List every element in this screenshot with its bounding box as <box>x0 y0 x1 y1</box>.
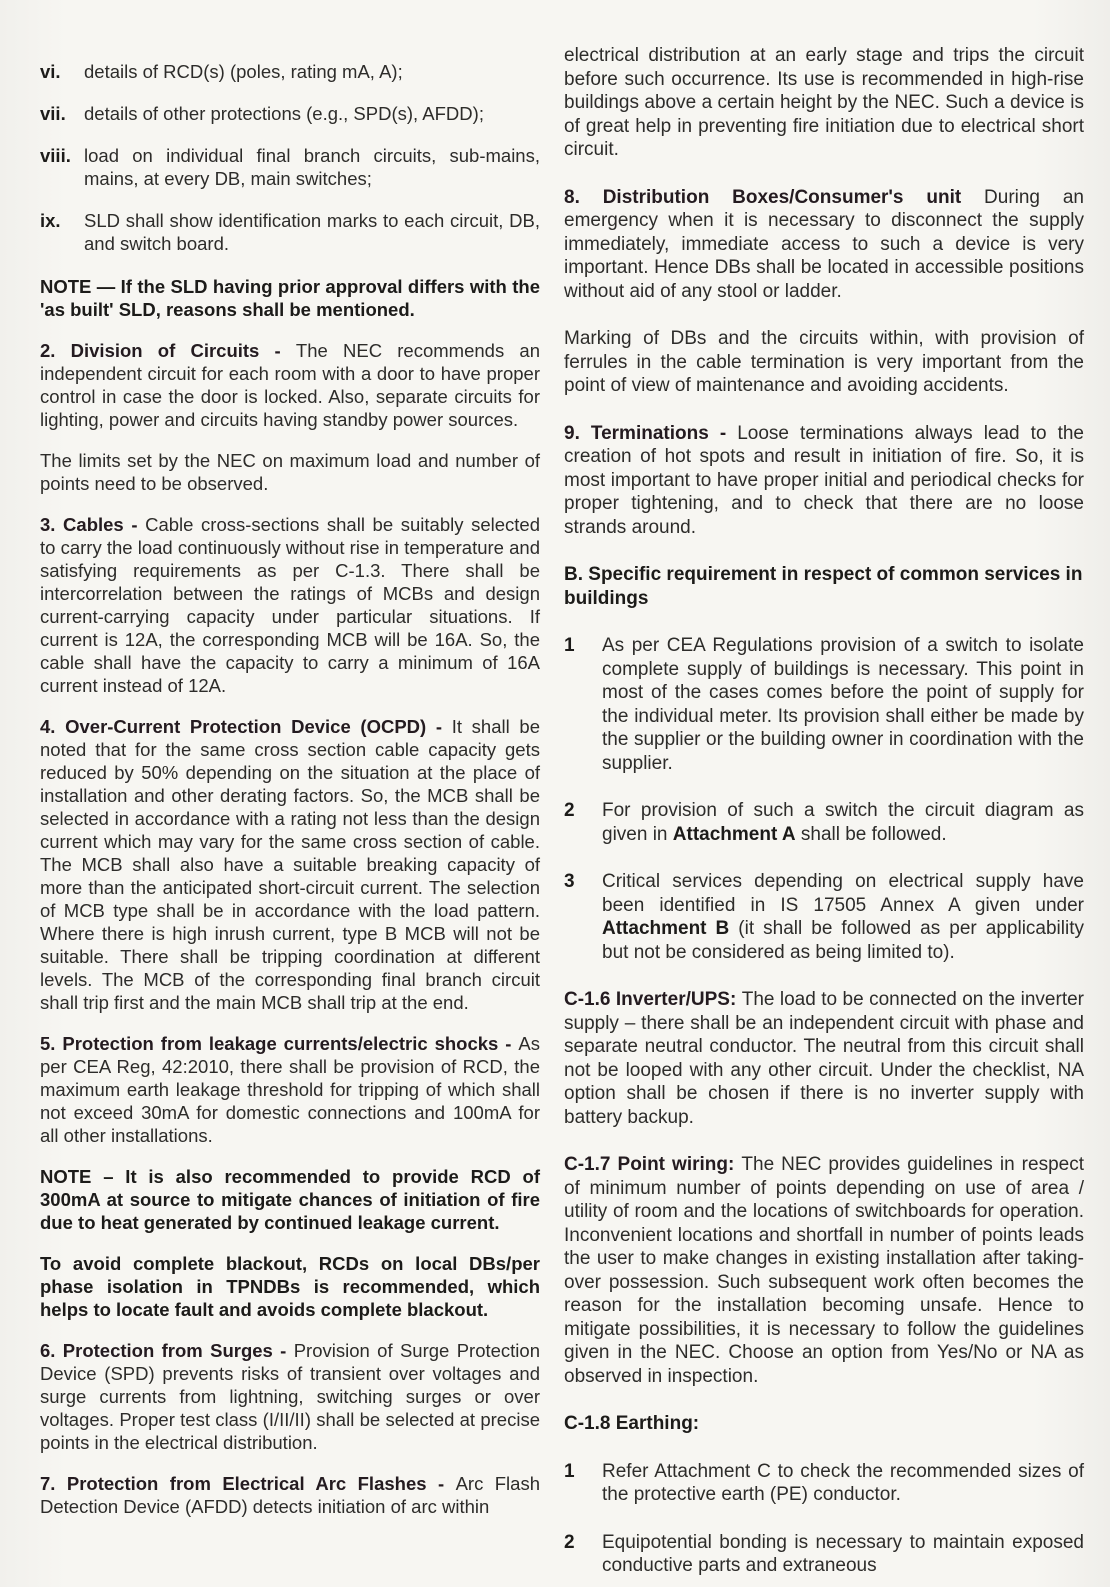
section-c16-inverter-ups <box>564 988 1084 1129</box>
section-body: Cable cross-sections shall be suitably selected to carry the load continuously without rise in temperature and satisfying requirements as per C-1.3. There shall be intercorrelation between the ratings of MCBs and design current-carrying capacity under particular situations. If current is 12A, the corresponding MCB will be 16A. So, the cable shall have the capacity to carry a minimum of 16A current instead of 12A. <box>40 514 540 696</box>
roman-list <box>40 60 540 255</box>
paragraph-arc-continuation: electrical distribution at an early stage and trips the circuit before such occurrence. Its use is recommended in high-rise buildings above a certain height by the NEC. Such a device is of great help in preventing fire initiation due to electrical short circuit. <box>564 45 1084 160</box>
section-body: During an emergency when it is necessary to disconnect the supply immediately, immediate access to such a device is very important. Hence DBs shall be located in accessible positions without aid of any stool or ladder. <box>564 186 1084 302</box>
text-segment: shall be followed. <box>795 823 947 845</box>
section-heading: 5. Protection from leakage currents/electric shocks - <box>40 1033 519 1054</box>
section-heading: 3. Cables - <box>40 514 146 535</box>
list-item <box>564 1531 1084 1578</box>
section-4-ocpd <box>40 715 540 1014</box>
section-body: Arc Flash Detection Device (AFDD) detects initiation of arc within <box>40 1473 540 1517</box>
section-9-terminations <box>564 422 1084 540</box>
section-heading: 2. Division of Circuits - <box>40 340 296 361</box>
list-item-number: viii. <box>40 145 71 166</box>
text-segment: Refer Attachment C to check the recommended sizes of the protective earth (PE) conductor. <box>602 1460 1084 1505</box>
section-body: As per CEA Reg, 42:2010, there shall be provision of RCD, the maximum earth leakage threshold for tripping of which shall not exceed 30mA for domestic connections and 100mA for all other installations. <box>40 1033 540 1146</box>
text-segment: Attachment A <box>672 823 796 845</box>
paragraph-marking-dbs: Marking of DBs and the circuits within, with provision of ferrules in the cable termination is very important from the point of view of maintenance and avoiding accidents. <box>564 328 1084 396</box>
text-segment: As per CEA Regulations provision of a switch to isolate complete supply of buildings is necessary. This point in most of the cases comes before the point of supply for the individual meter. Its provision shall either be made by the supplier or the building owner in coordination with the supplier. <box>602 635 1084 774</box>
list-item <box>564 870 1084 964</box>
list-item-number: 3 <box>564 871 575 892</box>
list-item-text: SLD shall show identification marks to each circuit, DB, and switch board. <box>84 210 540 254</box>
paragraph-limits: The limits set by the NEC on maximum load and number of points need to be observed. <box>40 450 540 494</box>
list-item-text <box>602 1460 1084 1507</box>
text-segment: For provision of such a switch the circuit diagram as given in <box>602 800 1084 845</box>
list-item-text <box>602 799 1084 846</box>
list-item-number: 1 <box>564 1460 575 1482</box>
list-item-number: 2 <box>564 1531 575 1553</box>
section-c17-point-wiring <box>564 1153 1084 1388</box>
list-item-text: details of RCD(s) (poles, rating mA, A); <box>84 61 403 82</box>
list-item <box>564 634 1084 775</box>
section-6-surges <box>40 1339 540 1454</box>
list-item <box>40 60 540 83</box>
section-7-arc-flashes <box>40 1472 540 1518</box>
numbered-list-c <box>564 1460 1084 1578</box>
section-body: The NEC provides guidelines in respect of minimum number of points depending on use of area / utility of room and the locations of switchboards for operation. Inconvenient locations and shortfall in number of points leads the user to make changes in existing installation after taking-over possession. Such subsequent work often becomes the reason for the installation becoming unsafe. Hence to mitigate possibilities, it is necessary to follow the guidelines given in the NEC. Choose an option from Yes/No or NA as observed in inspection. <box>564 1154 1084 1387</box>
note-blackout: To avoid complete blackout, RCDs on local DBs/per phase isolation in TPNDBs is recommended, which helps to locate fault and avoids complete blackout. <box>40 1253 540 1320</box>
left-column <box>40 44 540 1587</box>
section-heading: 4. Over-Current Protection Device (OCPD) - <box>40 716 452 737</box>
list-item <box>40 102 540 125</box>
section-heading: 6. Protection from Surges - <box>40 1340 294 1361</box>
section-body: Loose terminations always lead to the creation of hot spots and result in initiation of fire. So, it is most important to have proper initial and periodical checks for proper tightening, and to check that there are no loose strands around. <box>564 422 1084 538</box>
section-3-cables <box>40 513 540 697</box>
list-item-text <box>602 1531 1084 1578</box>
numbered-list-b <box>564 634 1084 964</box>
section-5-leakage <box>40 1032 540 1147</box>
list-item-text <box>602 870 1084 964</box>
list-item-number: 1 <box>564 635 575 656</box>
list-item-number: 2 <box>564 800 575 821</box>
list-item-text <box>602 634 1084 775</box>
heading-b-specific-requirement: B. Specific requirement in respect of common services in buildings <box>564 564 1083 609</box>
section-heading: 9. Terminations - <box>564 422 738 444</box>
text-segment: Attachment B <box>602 918 730 939</box>
list-item <box>40 144 540 190</box>
note-sld: NOTE — If the SLD having prior approval differs with the 'as built' SLD, reasons shall be mentioned. <box>40 276 540 320</box>
right-column <box>564 44 1084 1587</box>
text-segment: Critical services depending on electrical supply have been identified in IS 17505 Annex A given under <box>602 871 1084 916</box>
two-column-layout <box>40 44 1084 1587</box>
text-segment: (it shall be followed as per applicability but not be considered as being limited to). <box>602 918 1084 963</box>
text-segment: Equipotential bonding is necessary to maintain exposed conductive parts and extraneous <box>602 1531 1084 1576</box>
section-2-division-of-circuits <box>40 339 540 431</box>
list-item-text: load on individual final branch circuits, sub-mains, mains, at every DB, main switches; <box>84 145 540 189</box>
section-body: It shall be noted that for the same cross section cable capacity gets reduced by 50% depending on the situation at the place of installation and other derating factors. So, the MCB shall be selected in accordance with a rating not less than the design current which may vary for the same cross section of cable. The MCB shall also have a suitable breaking capacity of more than the anticipated short-circuit current. The selection of MCB type shall be in accordance with the load pattern. Where there is high inrush current, type B MCB will not be suitable. There shall be tripping coordination at different levels. The MCB of the corresponding final branch circuit shall trip first and the main MCB shall trip at the end. <box>40 716 540 1013</box>
section-heading: C-1.6 Inverter/UPS: <box>564 989 742 1010</box>
list-item-text: details of other protections (e.g., SPD(s), AFDD); <box>84 103 484 124</box>
list-item-number: vi. <box>40 61 61 82</box>
note-rcd-300ma: NOTE – It is also recommended to provide RCD of 300mA at source to mitigate chances of initiation of fire due to heat generated by continued leakage current. <box>40 1166 540 1233</box>
list-item <box>40 209 540 255</box>
section-body: The NEC recommends an independent circuit for each room with a door to have proper control in case the door is locked. Also, separate circuits for lighting, power and circuits having standby power sources. <box>40 340 540 430</box>
section-heading: 7. Protection from Electrical Arc Flashes - <box>40 1473 456 1494</box>
list-item-number: ix. <box>40 210 61 231</box>
list-item <box>564 1460 1084 1507</box>
list-item-number: vii. <box>40 103 66 124</box>
section-heading: 8. Distribution Boxes/Consumer's unit <box>564 186 985 208</box>
section-body: Provision of Surge Protection Device (SPD) prevents risks of transient over voltages and surge currents from lightning, switching surges or over voltages. Proper test class (I/II/II) shall be selected at precise points in the electrical distribution. <box>40 1340 540 1453</box>
section-8-distribution-boxes <box>564 186 1084 304</box>
section-heading: C-1.7 Point wiring: <box>564 1154 742 1175</box>
list-item <box>564 799 1084 846</box>
heading-c18-earthing: C-1.8 Earthing: <box>564 1413 700 1434</box>
section-body: The load to be connected on the inverter supply – there shall be an independent circuit with phase and separate neutral conductor. The neutral from this circuit shall not be looped with any other circuit. Under the checklist, NA option shall be chosen if there is no inverter supply with battery backup. <box>564 989 1084 1128</box>
